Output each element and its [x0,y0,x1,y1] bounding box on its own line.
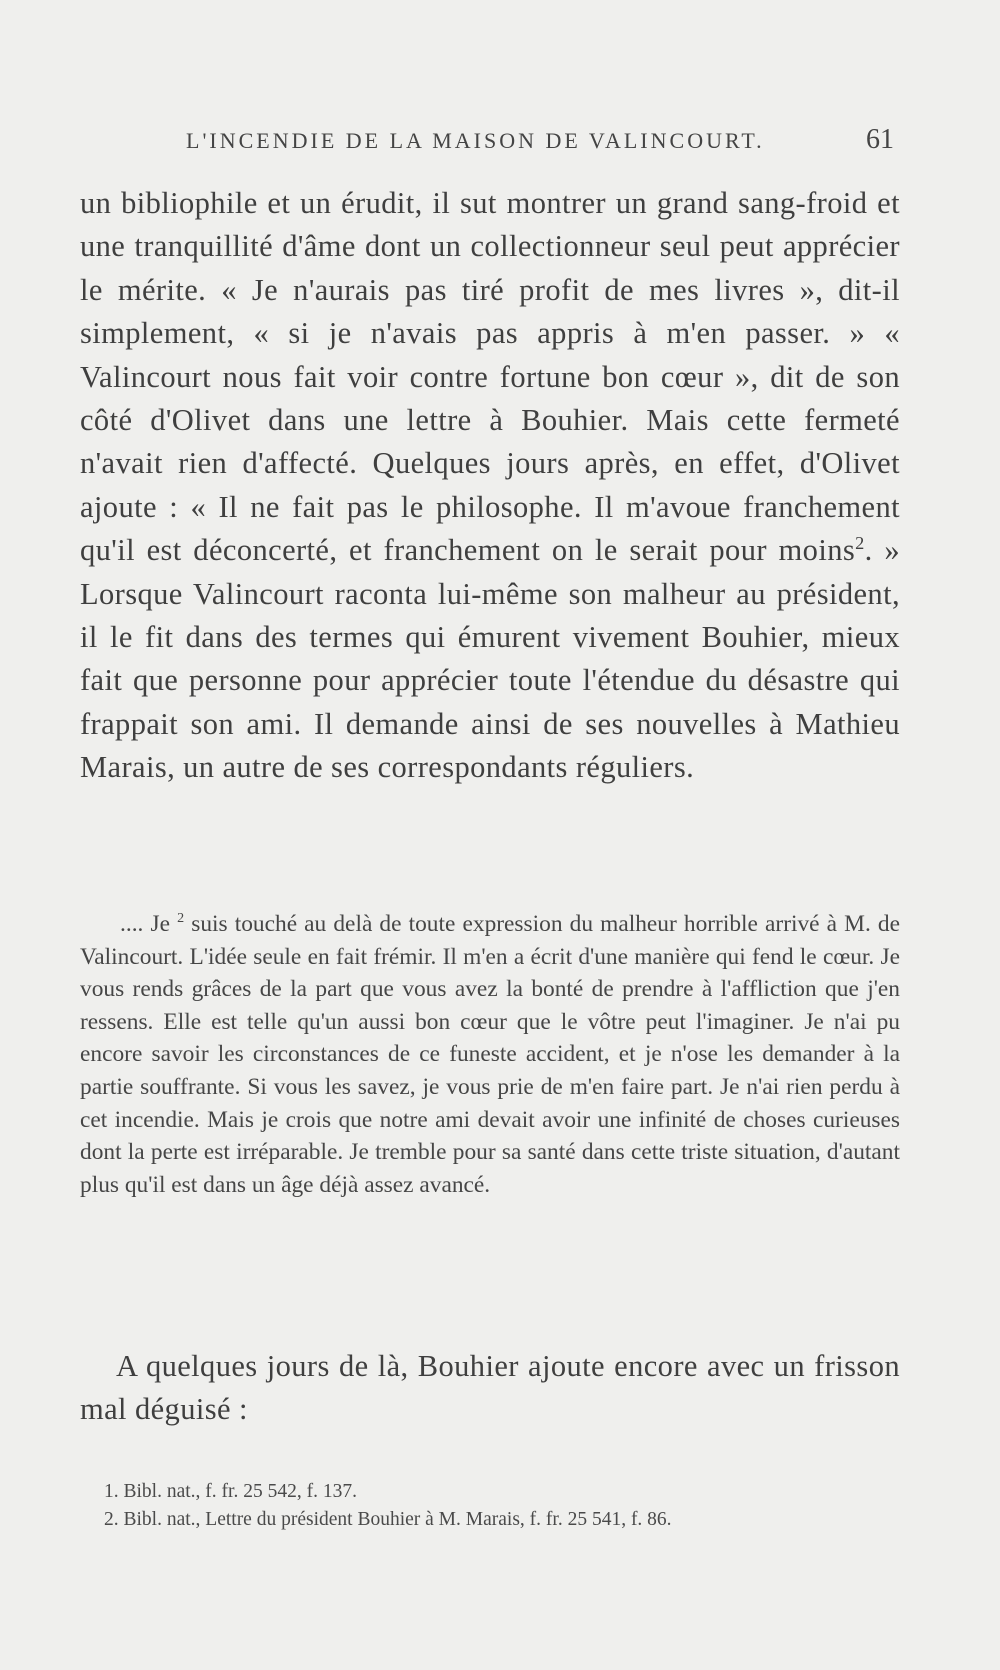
quote-footnote-ref: 2 [177,910,185,927]
footnote-1: 1. Bibl. nat., f. fr. 25 542, f. 137. [104,1481,357,1502]
footnote-ref: 2 [855,533,865,554]
body-paragraph [80,182,900,790]
page-header [186,124,896,164]
footnotes [104,1478,904,1534]
block-quote [80,908,900,1201]
footnote-2: 2. Bibl. nat., Lettre du président Bouhier à M. Marais, f. fr. 25 541, f. 86. [104,1509,672,1530]
body-text-before-note: un bibliophile et un érudit, il sut montrer un grand sang-froid et une tranquillité d'âme dont un collectionneur seul peut apprécier le mérite. « Je n'aurais pas tiré profit de mes livres », dit-il simplement, « si je n'avais pas appris à m'en passer. » « Valincourt nous fait voir contre fortune bon cœur », dit de son côté d'Olivet dans une lettre à Bouhier. Mais cette fermeté n'avait rien d'affecté. Quelques jours après, en effet, d'Olivet ajoute : « Il ne fait pas le philosophe. Il m'avoue franchement qu'il est déconcerté, et franchement on le serait pour moins [80,186,900,568]
closing-paragraph: A quelques jours de là, Bouhier ajoute encore avec un frisson mal déguisé : [80,1349,900,1427]
page-number: 61 [866,124,894,155]
body-text-after-note: . » Lorsque Valincourt raconta lui-même son malheur au président, il le fit dans des termes qui émurent vivement Bouhier, mieux fait que personne pour apprécier toute l'étendue du désastre qui frappait son ami. Il demande ainsi de ses nouvelles à Mathieu Marais, un autre de ses correspondants réguliers. [80,533,900,785]
quote-text: suis touché au delà de toute expression du malheur horrible arrivé à M. de Valincourt. L'idée seule en fait frémir. Il m'en a écrit d'une manière qui fend le cœur. Je vous rends grâces de la part que vous avez la bonté de prendre à l'affliction que j'en ressens. Elle est telle qu'un aussi bon cœur que le vôtre peut l'imaginer. Je n'ai pu encore savoir les circonstances de ce funeste accident, et je n'ose les demander à la partie souffrante. Si vous les savez, je vous prie de m'en faire part. Je n'ai rien perdu à cet incendie. Mais je crois que notre ami devait avoir une infinité de choses curieuses dont la perte est irréparable. Je tremble pour sa santé dans cette triste situation, d'autant plus qu'il est dans un âge déjà assez avancé. [80,911,900,1198]
quote-prefix: .... Je [120,911,178,937]
running-title: L'INCENDIE DE LA MAISON DE VALINCOURT. [186,128,765,153]
